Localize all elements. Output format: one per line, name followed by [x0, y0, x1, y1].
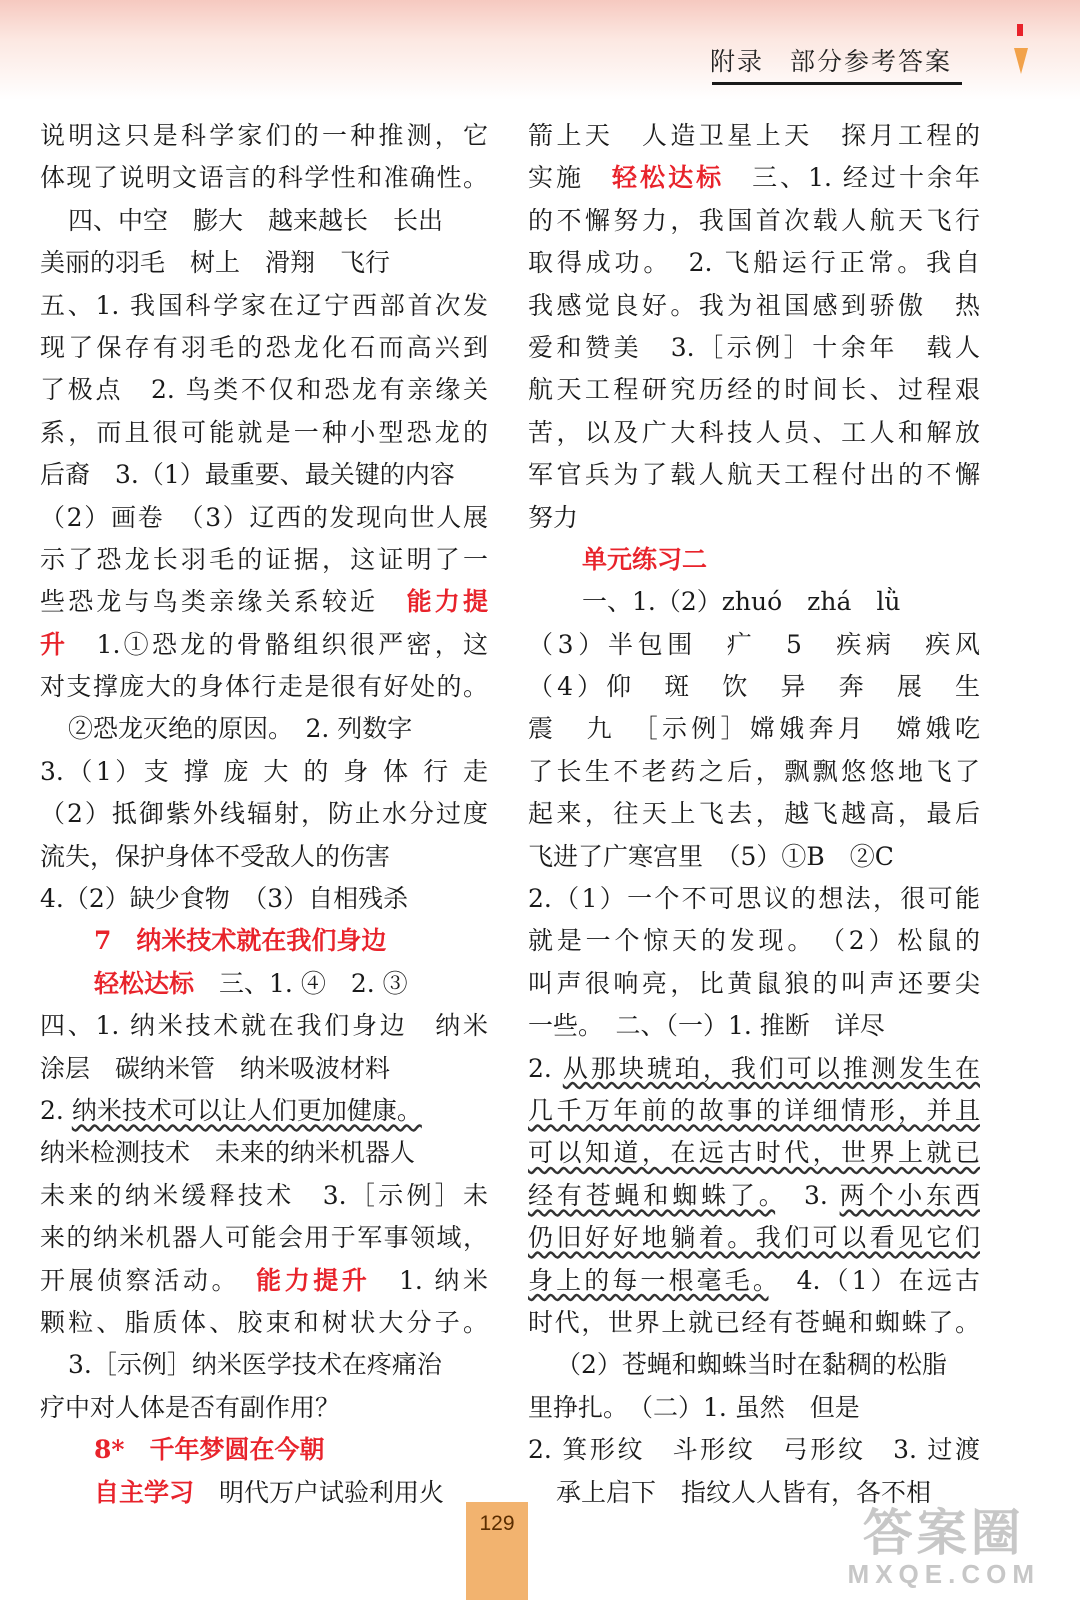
text-line: 颗粒、脂质体、胶束和树状大分子。 [40, 1307, 488, 1337]
page-header-title [710, 42, 952, 78]
text-line: 五、1. 我国科学家在辽宁西部首次发 [40, 290, 488, 320]
text-line: 身上的每一根毫毛。 4.（1）在远古 [528, 1265, 980, 1295]
text-line: 努力 [528, 502, 579, 532]
text-line: 自主学习 明代万户试验利用火 [94, 1477, 445, 1507]
text-line: 航天工程研究历经的时间长、过程艰 [528, 375, 980, 405]
underlined-answer-line: 仍旧好好地躺着。我们可以看见它们 [528, 1223, 980, 1253]
text-line: 叫声很响亮，比黄鼠狼的叫声还要尖 [528, 968, 980, 998]
label-easy: 轻松达标 [94, 968, 195, 998]
text-line: 升 1.①恐龙的骨骼组织很严密，这 [40, 629, 488, 659]
text-line: 承上启下 指纹人人皆有，各不相 [556, 1477, 932, 1507]
text-line: 疗中对人体是否有副作用？ [40, 1392, 341, 1422]
text-line: 经有苍蝇和蜘蛛了。 3. 两个小东西 [528, 1180, 980, 1210]
text-line: 对支撑庞大的身体行走是很有好处的。 [40, 672, 488, 702]
header-underline [712, 82, 962, 85]
text-line: 说明这只是科学家们的一种推测，它 [40, 121, 488, 150]
text-line: 了长生不老药之后，飘飘悠悠地飞了 [528, 756, 980, 786]
text-line: 了极点 2. 鸟类不仅和恐龙有亲缘关 [40, 375, 488, 405]
text-line: 4.（2）缺少食物 （3）自相残杀 [40, 884, 409, 914]
text-line: 时代，世界上就已经有苍蝇和蜘蛛了。 [528, 1307, 980, 1337]
unit-exercise-title: 单元练习二 [582, 544, 708, 574]
text-line: 现了保存有羽毛的恐龙化石而高兴到 [40, 332, 488, 362]
lesson-title-7: 7 纳米技术就在我们身边 [94, 926, 387, 956]
text-line: 军官兵为了载人航天工程付出的不懈 [528, 460, 980, 490]
text-line: 苦，以及广大科技人员、工人和解放 [528, 417, 980, 447]
text-line: 2. 箕形纹 斗形纹 弓形纹 3. 过渡 [528, 1435, 980, 1465]
text-line: 我感觉良好。我为祖国感到骄傲 热 [528, 290, 980, 320]
underlined-answer-line: 可以知道，在远古时代，世界上就已 [528, 1138, 980, 1168]
text-line: 开展侦察活动。 能力提升 1. 纳米 [40, 1265, 488, 1295]
label-ability-end: 升 [40, 629, 69, 659]
text-line: 箭上天 人造卫星上天 探月工程的 [528, 121, 980, 150]
text-line: 2. 从那块琥珀，我们可以推测发生在 [528, 1053, 980, 1083]
text-line: 3.［示例］纳米医学技术在疼痛治 [68, 1350, 442, 1380]
text-line: ②恐龙灭绝的原因。 2. 列数字 [68, 714, 413, 744]
text-line: 一些。 二、（一）1. 推断 详尽 [528, 1011, 885, 1041]
text-line: 起来，往天上飞去，越飞越高，最后 [528, 799, 980, 829]
text-line: 些恐龙与鸟类亲缘关系较近 能力提 [40, 587, 488, 617]
text-line: 涂层 碳纳米管 纳米吸波材料 [40, 1053, 391, 1083]
watermark-url: MXQE.COM [847, 1559, 1040, 1589]
left-text-column [40, 115, 488, 1514]
text-line: 取得成功。 2. 飞船运行正常。我自 [528, 248, 980, 278]
text-line: 系，而且很可能就是一种小型恐龙的 [40, 417, 488, 447]
text-line: 一、1.（2）zhuó zhá lǜ [582, 587, 901, 617]
underlined-answer: 身上的每一根毫毛。 [528, 1265, 769, 1295]
text-line: （4）仰 斑 饮 异 奔 展 生 [528, 672, 980, 702]
text-line: 就是一个惊天的发现。 （2）松鼠的 [528, 926, 980, 956]
label-ability: 能力提 [406, 587, 488, 617]
text-line: 四、1. 纳米技术就在我们身边 纳米 [40, 1011, 488, 1041]
text-line: 的不懈努力，我国首次载人航天飞行 [528, 205, 980, 235]
page-corner-mark-icon [1014, 24, 1028, 76]
text-line: 3.（1）支 撑 庞 大 的 身 体 行 走 [40, 756, 488, 786]
page-number: 129 [479, 1512, 515, 1535]
text-line: （2）画卷 （3）辽西的发现向世人展 [40, 502, 488, 532]
text-line: 四、中空 膨大 越来越长 长出 [68, 205, 444, 235]
text-line: 飞进了广寒宫里 （5）①B ②C [528, 841, 894, 871]
text-line: 里挣扎。 （二）1. 虽然 但是 [528, 1392, 860, 1422]
text-line: 2. 纳米技术可以让人们更加健康。 [40, 1095, 422, 1125]
text-line: 美丽的羽毛 树上 滑翔 飞行 [40, 248, 391, 278]
text-line: 实施 轻松达标 三、1. 经过十余年 [528, 163, 980, 193]
text-line: 2.（1）一个不可思议的想法，很可能 [528, 884, 980, 914]
label-easy: 轻松达标 [612, 163, 725, 193]
label-self-study: 自主学习 [94, 1477, 195, 1507]
header-appendix-label: 附录 [709, 47, 764, 76]
text-line: 来的纳米机器人可能会用于军事领域， [40, 1223, 488, 1253]
text-line: 震 九 ［示例］嫦娥奔月 嫦娥吃 [528, 714, 980, 744]
text-line: （2）苍蝇和蜘蛛当时在黏稠的松脂 [556, 1350, 947, 1380]
text-line: 未来的纳米缓释技术 3.［示例］未 [40, 1180, 488, 1210]
text-line: 示了恐龙长羽毛的证据，这证明了一 [40, 544, 488, 574]
underlined-answer: 经有苍蝇和蜘蛛了。 [528, 1180, 776, 1210]
text-line: （3）半包围 疒 5 疾病 疾风 [528, 629, 980, 659]
underlined-answer: 两个小东西 [839, 1180, 980, 1210]
text-line: 爱和赞美 3.［示例］十余年 载人 [528, 332, 980, 362]
text-line: 体现了说明文语言的科学性和准确性。 [40, 163, 488, 193]
header-section-title: 部分参考答案 [789, 47, 952, 76]
text-line: 流失，保护身体不受敌人的伤害 [40, 841, 391, 871]
label-ability: 能力提升 [256, 1265, 371, 1295]
underlined-answer-line: 几千万年前的故事的详细情形，并且 [528, 1095, 980, 1125]
underlined-answer: 纳米技术可以让人们更加健康。 [71, 1095, 422, 1125]
underlined-answer: 从那块琥珀，我们可以推测发生在 [562, 1053, 980, 1083]
text-line: 纳米检测技术 未来的纳米机器人 [40, 1138, 416, 1168]
text-line: （2）抵御紫外线辐射，防止水分过度 [40, 799, 488, 829]
text-line: 轻松达标 三、1. ④ 2. ③ [94, 968, 408, 998]
page-header-band [0, 0, 1080, 110]
text-line: 后裔 3.（1）最重要、最关键的内容 [40, 460, 455, 490]
watermark [848, 1507, 1040, 1590]
right-text-column [528, 115, 980, 1514]
lesson-title-8: 8* 千年梦圆在今朝 [94, 1435, 325, 1465]
watermark-logo: 答案圈 [862, 1505, 1025, 1561]
